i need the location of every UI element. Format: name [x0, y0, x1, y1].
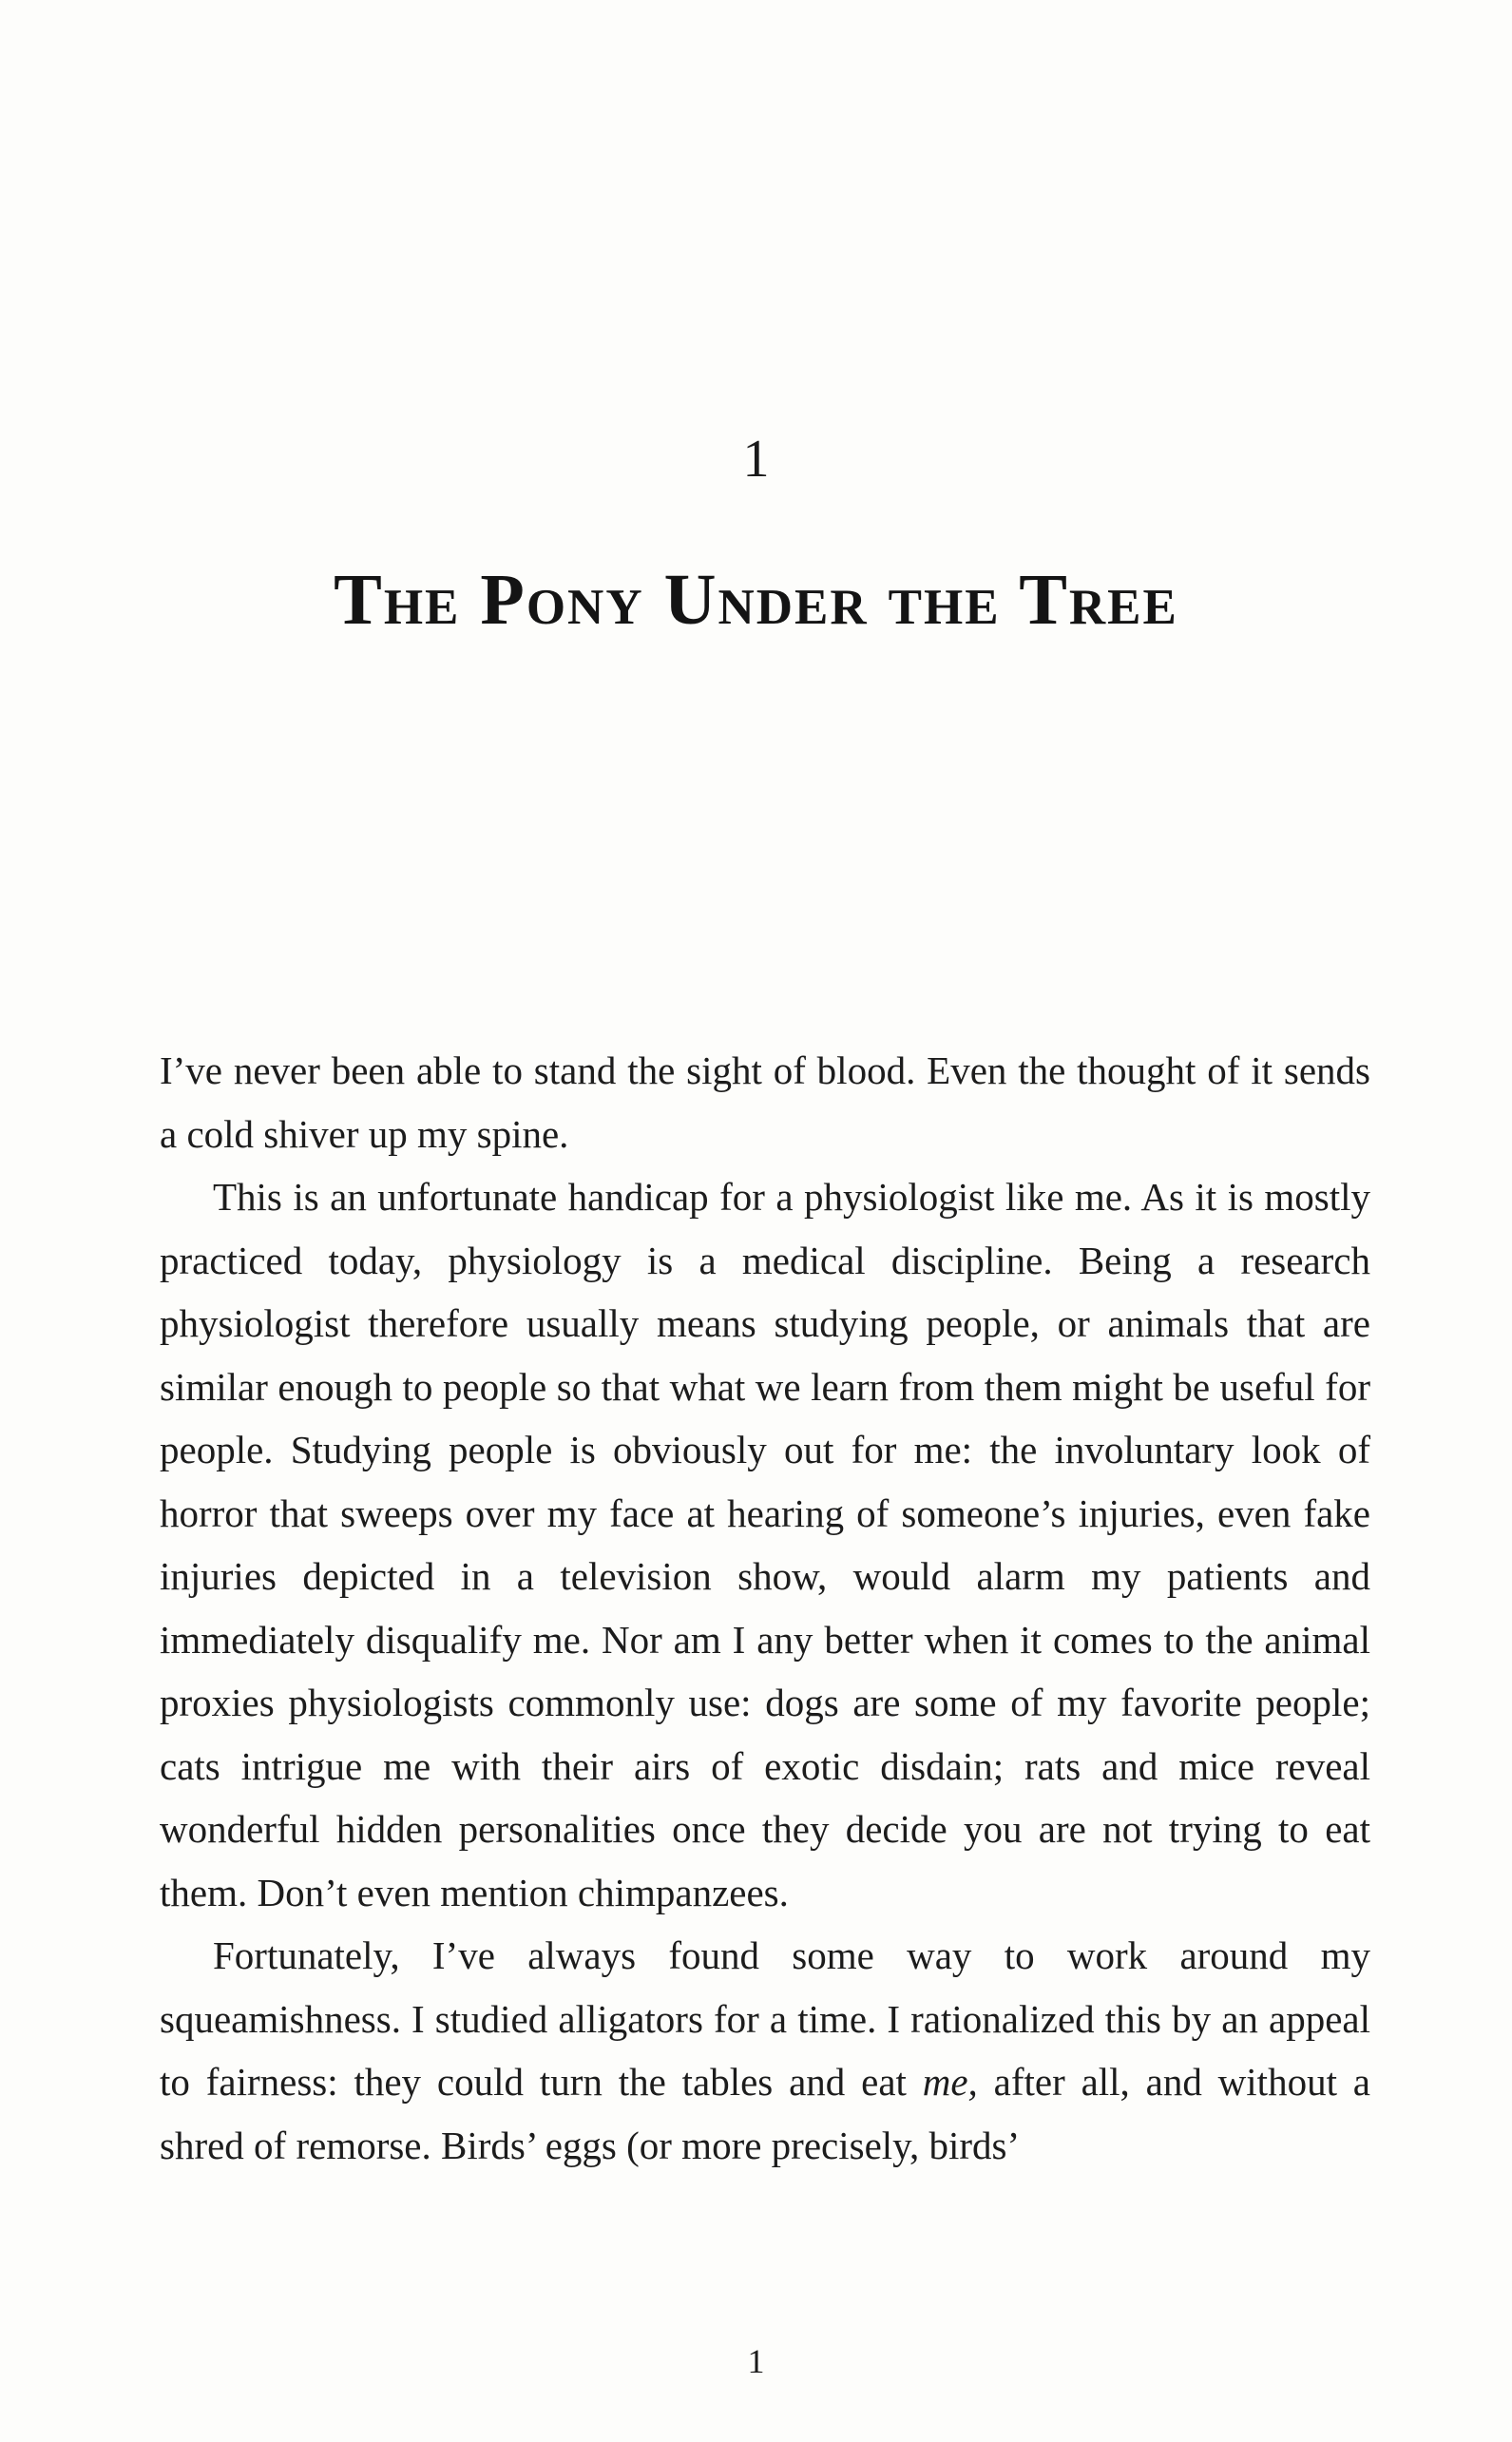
paragraph-3 — [160, 1924, 1370, 2177]
chapter-number: 1 — [742, 430, 770, 489]
paragraph-3-text-end: after all, and without a shred of remorse. Birds’ eggs (or more precisely, birds’ — [160, 2060, 1370, 2167]
paragraph-3-emphasis: me, — [922, 2060, 978, 2104]
paragraph-1: I’ve never been able to stand the sight of blood. Even the thought of it sends a cold shiver up my spine. — [160, 1048, 1370, 1156]
page-number: 1 — [747, 2342, 765, 2380]
body-text — [160, 1039, 1370, 2177]
paragraph-2: This is an unfortunate handicap for a physiologist like me. As it is mostly practiced today, physiology is a medical discipline. Being a research physiologist therefore usually means studying people, or animals that are similar enough to people so that what we learn from them might be useful for people. Studying people is obviously out for me: the involuntary look of horror that sweeps over my face at hearing of someone’s injuries, even fake injuries depicted in a television show, would alarm my patients and immediately disqualify me. Nor am I any better when it comes to the animal proxies physiologists commonly use: dogs are some of my favorite people; cats intrigue me with their airs of exotic disdain; rats and mice reveal wonderful hidden personalities once they decide you are not trying to eat them. Don’t even mention chimpanzees. — [160, 1175, 1370, 1914]
chapter-title: The Pony Under the Tree — [334, 560, 1178, 640]
paragraph-3-text-start: Fortunately, I’ve always found some way to work around my squeamishness. I studied alligators for a time. I rationalized this by an appeal to fairness: they could turn the tables and eat — [160, 1933, 1370, 2104]
